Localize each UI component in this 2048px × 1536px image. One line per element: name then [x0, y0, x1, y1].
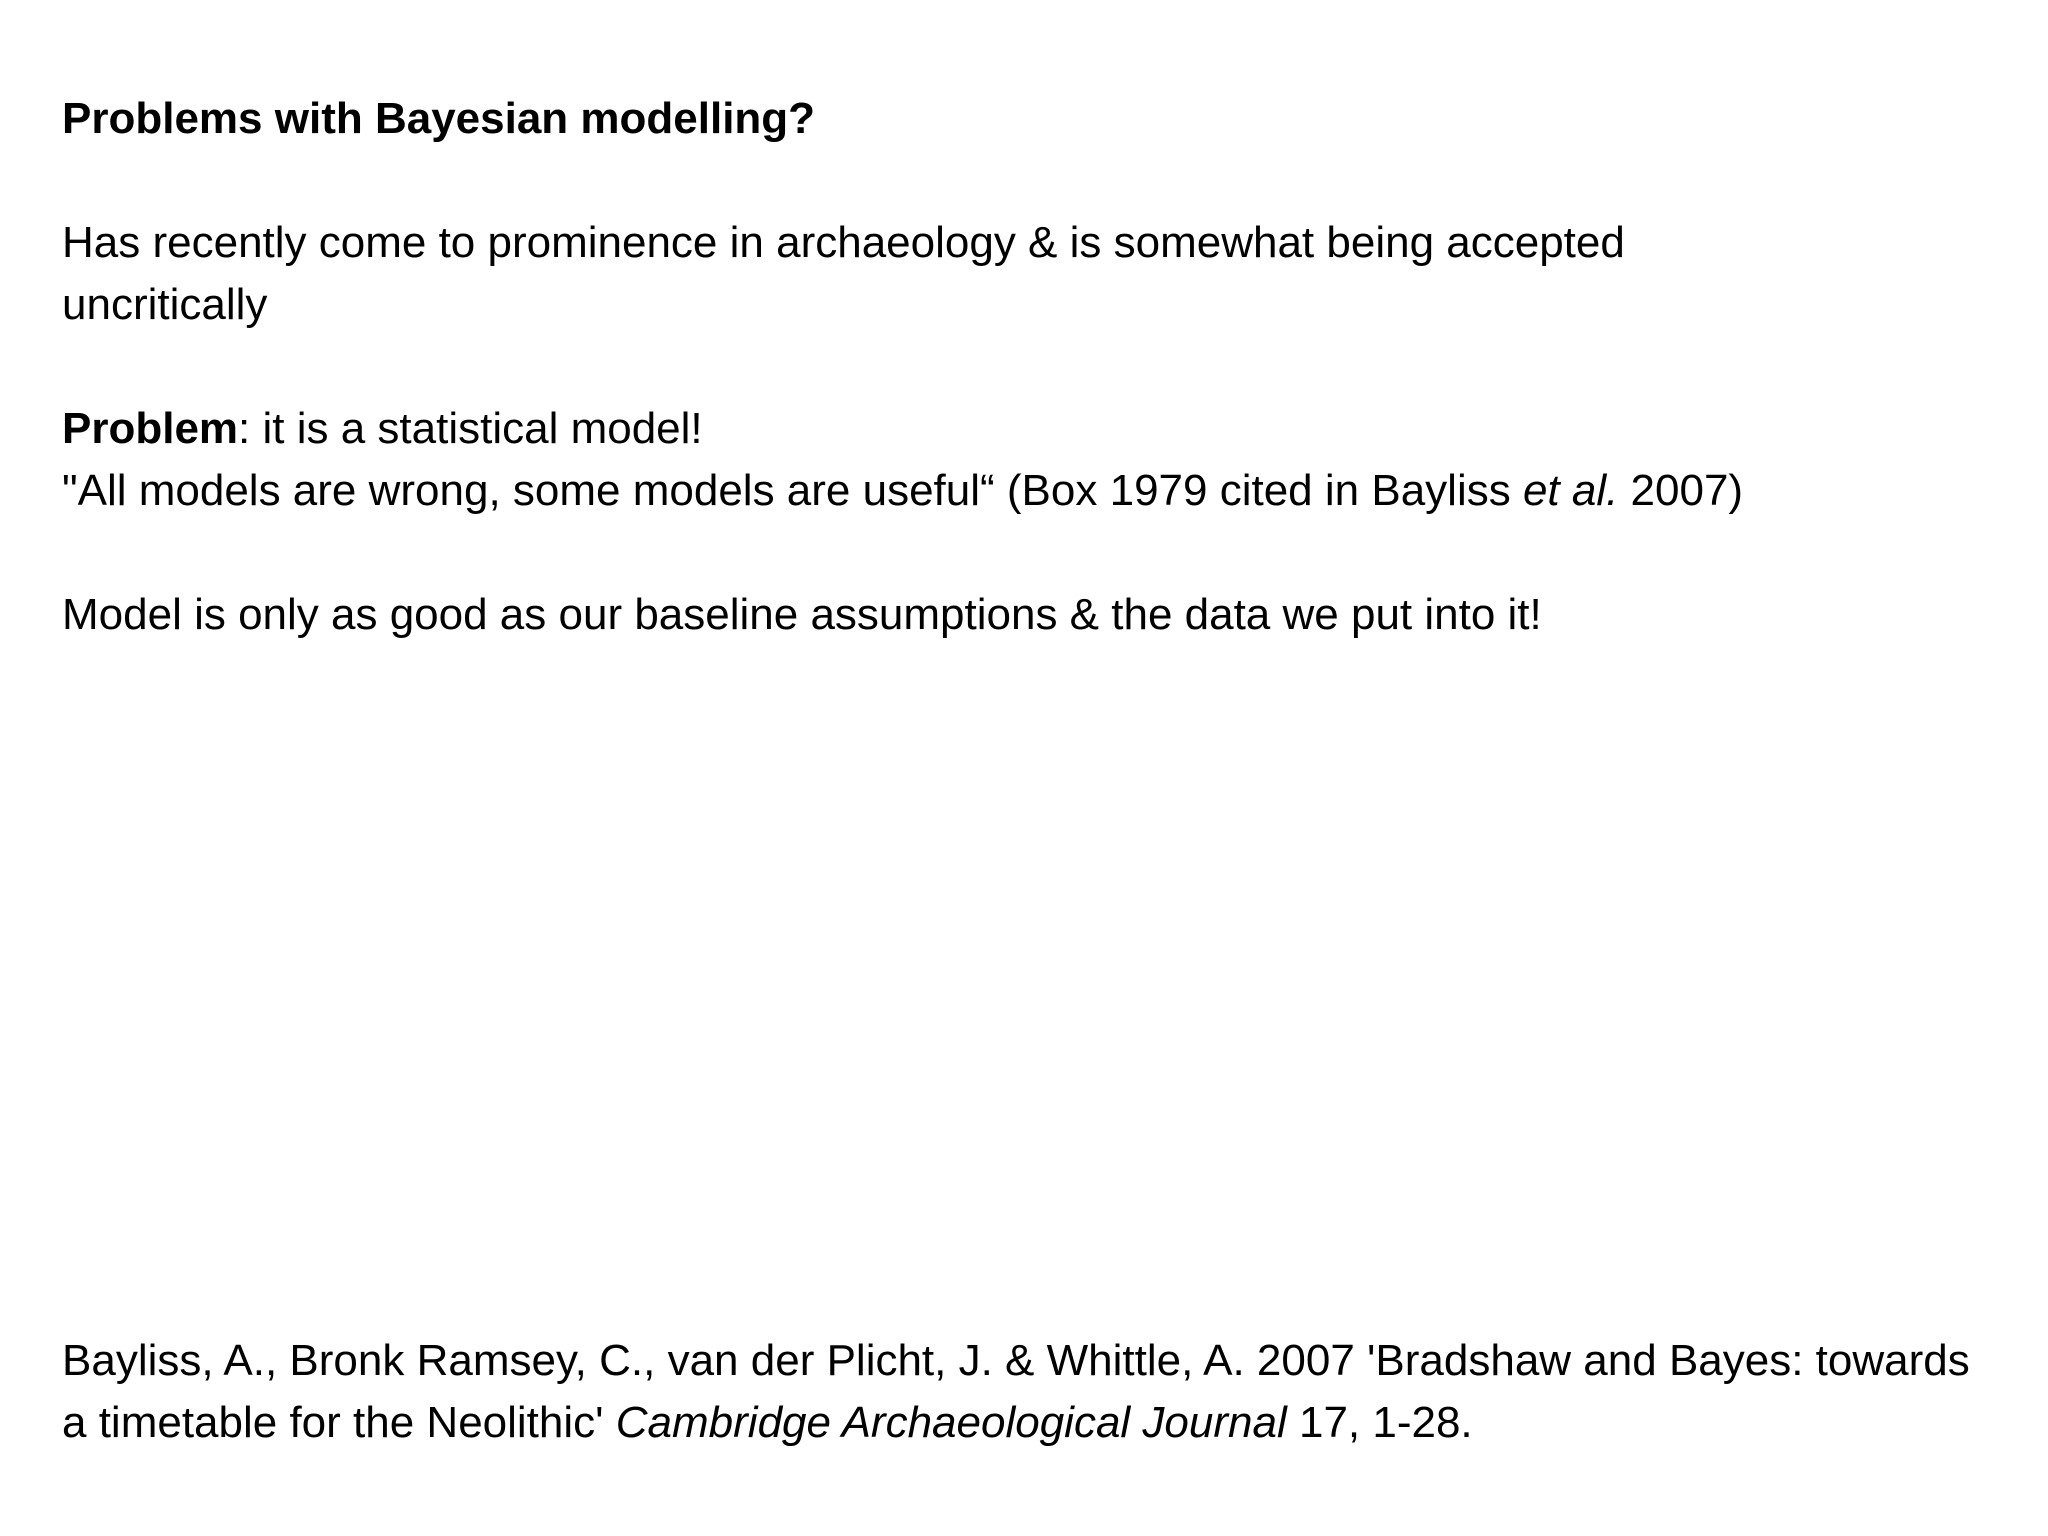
- problem-text: : it is a statistical model!: [238, 404, 703, 453]
- quote-text: "All models are wrong, some models are useful“ (Box 1979 cited in Bayliss: [62, 466, 1523, 515]
- spacer: [62, 150, 2002, 212]
- reference-end: 17, 1-28.: [1286, 1398, 1473, 1447]
- reference-journal: Cambridge Archaeological Journal: [615, 1398, 1287, 1447]
- problem-label: Problem: [62, 404, 239, 453]
- spacer: [62, 336, 2002, 398]
- reference-main: Bayliss, A., Bronk Ramsey, C., van der Plicht, J. & Whittle, A. 2007 'Bradshaw and Bayes: towards a timetable for the Neolithic': [62, 1336, 1970, 1447]
- quote-year: 2007): [1618, 466, 1744, 515]
- reference-citation: [62, 1330, 2002, 1454]
- quote-et-al: et al.: [1522, 466, 1619, 515]
- paragraph-prominence: Has recently come to prominence in archaeology & is somewhat being accepted uncritically: [62, 218, 1625, 329]
- spacer: [62, 522, 2002, 584]
- paragraph-quote: [62, 460, 2002, 522]
- paragraph-model: Model is only as good as our baseline assumptions & the data we put into it!: [62, 590, 1542, 639]
- slide-title: Problems with Bayesian modelling?: [62, 94, 816, 143]
- slide-body: [62, 88, 2002, 646]
- paragraph-problem: [62, 398, 2002, 460]
